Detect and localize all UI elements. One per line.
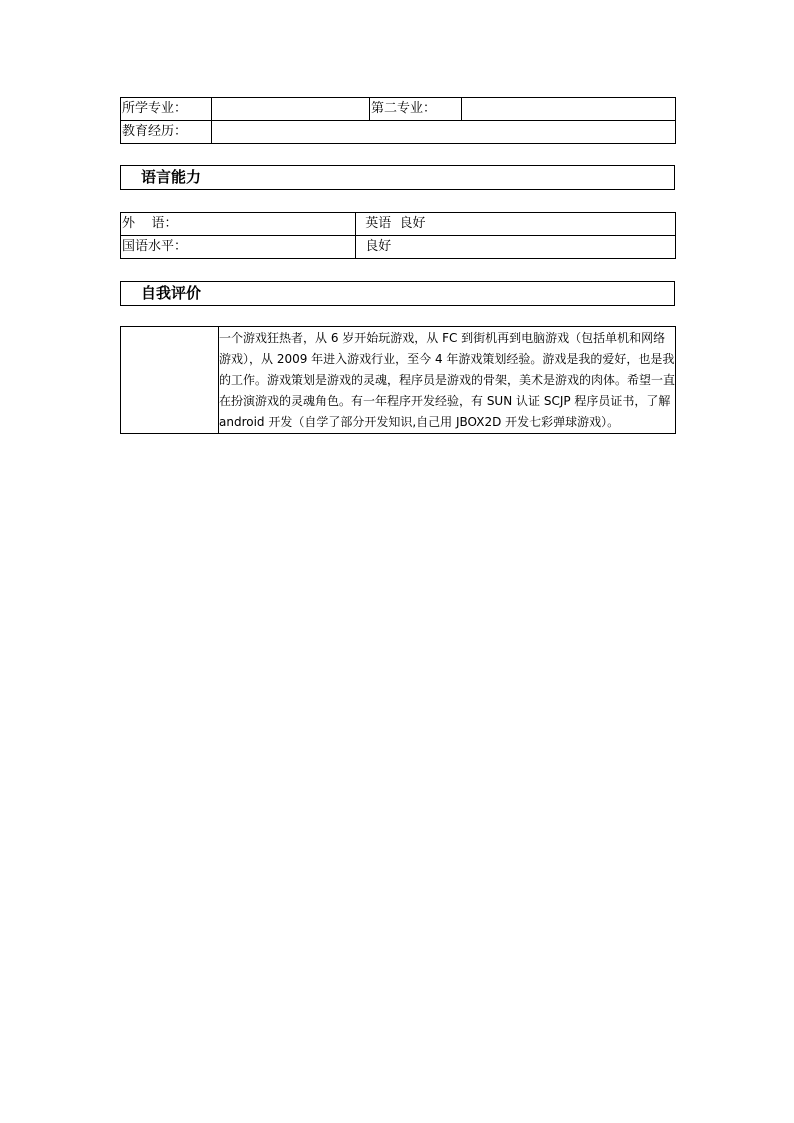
major-label: 所学专业： xyxy=(121,98,212,121)
education-table xyxy=(120,97,676,144)
table-row xyxy=(121,98,676,121)
second-major-label: 第二专业： xyxy=(370,98,462,121)
table-row xyxy=(121,121,676,144)
self-eval-label xyxy=(121,327,219,434)
self-eval-table xyxy=(120,326,676,434)
mandarin-level-label: 国语水平： xyxy=(121,236,356,259)
self-eval-text: 一个游戏狂热者，从 6 岁开始玩游戏，从 FC 到街机再到电脑游戏（包括单机和网络游戏），从 2009 年进入游戏行业，至今 4 年游戏策划经验。游戏是我的爱好，也是我的工作。游戏策划是游戏的灵魂，程序员是游戏的骨架，美术是游戏的肉体。希望一直在扮演游戏的灵魂角色。有一年程序开发经验，有 SUN 认证 SCJP 程序员证书，了解 android 开发（自学了部分开发知识,自己用 JBOX2D 开发七彩弹球游戏）。 xyxy=(219,331,676,429)
language-section-header xyxy=(120,165,675,190)
self-eval-cell xyxy=(219,327,676,434)
self-eval-section-header xyxy=(120,281,675,306)
mandarin-level-value: 良好 xyxy=(356,236,676,259)
section-title: 自我评价 xyxy=(141,284,202,302)
education-history-label: 教育经历： xyxy=(121,121,212,144)
language-table xyxy=(120,212,676,259)
foreign-language-value: 英语 良好 xyxy=(356,213,676,236)
foreign-language-label: 外 语： xyxy=(121,213,356,236)
section-title: 语言能力 xyxy=(141,168,202,186)
table-row xyxy=(121,213,676,236)
table-row xyxy=(121,327,676,434)
education-history-value[interactable] xyxy=(212,121,676,144)
second-major-value[interactable] xyxy=(462,98,676,121)
table-row xyxy=(121,236,676,259)
major-value[interactable] xyxy=(212,98,370,121)
